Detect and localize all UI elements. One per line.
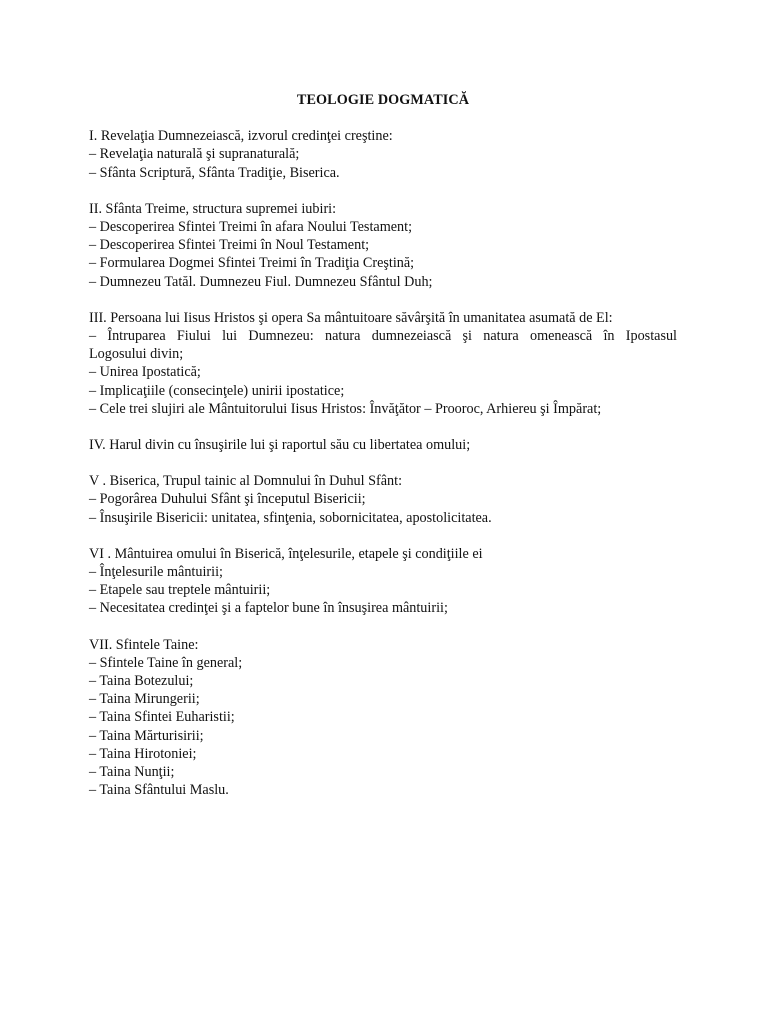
document-page [89,91,677,818]
list-item: – Taina Sfintei Euharistii; [89,709,235,726]
list-item: – Taina Sfântului Maslu. [89,782,229,799]
section-heading: V . Biserica, Trupul tainic al Domnului în Duhul Sfânt: [89,473,403,490]
section-heading: III. Persoana lui Iisus Hristos şi opera Sa mântuitoare săvârşită în umanitatea asumată de El: [89,309,613,326]
section-1 [89,127,677,182]
section-heading: VII. Sfintele Taine: [89,636,199,653]
list-item: – Implicaţiile (consecinţele) unirii ipostatice; [89,382,345,399]
section-heading: IV. Harul divin cu însuşirile lui şi raportul său cu libertatea omului; [89,437,471,454]
list-item: – Dumnezeu Tatăl. Dumnezeu Fiul. Dumnezeu Sfântul Duh; [89,273,433,290]
section-2 [89,200,677,291]
list-item: – Însuşirile Bisericii: unitatea, sfinţenia, sobornicitatea, apostolicitatea. [89,509,492,526]
list-item: – Unirea Ipostatică; [89,364,201,381]
section-3 [89,309,677,418]
list-item: – Taina Mărturisirii; [89,727,204,744]
list-item: – Descoperirea Sfintei Treimi în afara Noului Testament; [89,219,413,236]
list-item: – Descoperirea Sfintei Treimi în Noul Testament; [89,237,370,254]
list-item: – Taina Hirotoniei; [89,745,197,762]
list-item: – Întruparea Fiului lui Dumnezeu: natura dumnezeiască şi natura omenească în Ipostasul [89,328,677,345]
list-item: – Pogorârea Duhului Sfânt şi începutul Bisericii; [89,491,366,508]
section-7 [89,636,677,800]
list-item: – Formularea Dogmei Sfintei Treimi în Tradiţia Creştină; [89,255,415,272]
section-5 [89,472,677,527]
section-heading: I. Revelaţia Dumnezeiască, izvorul credinţei creştine: [89,128,393,145]
list-item: – Sfânta Scriptură, Sfânta Tradiţie, Biserica. [89,164,340,181]
list-item: – Înţelesurile mântuirii; [89,564,223,581]
list-item: – Taina Botezului; [89,673,194,690]
section-heading: VI . Mântuirea omului în Biserică, înţelesurile, etapele şi condiţiile ei [89,545,483,562]
list-item: – Taina Mirungerii; [89,691,200,708]
list-item: – Cele trei slujiri ale Mântuitorului Iisus Hristos: Învăţător – Prooroc, Arhiereu şi Împărat; [89,400,602,417]
list-item: – Etapele sau treptele mântuirii; [89,582,271,599]
section-heading: II. Sfânta Treime, structura supremei iubiri: [89,200,337,217]
document-title: TEOLOGIE DOGMATICĂ [296,92,470,108]
section-4 [89,436,677,454]
list-item: – Revelaţia naturală şi supranaturală; [89,146,300,163]
list-item: – Taina Nunţii; [89,764,175,781]
section-6 [89,545,677,618]
list-item: – Sfintele Taine în general; [89,654,243,671]
list-item: – Necesitatea credinţei şi a faptelor bune în însuşirea mântuirii; [89,600,448,617]
list-item-continuation: Logosului divin; [89,346,184,363]
